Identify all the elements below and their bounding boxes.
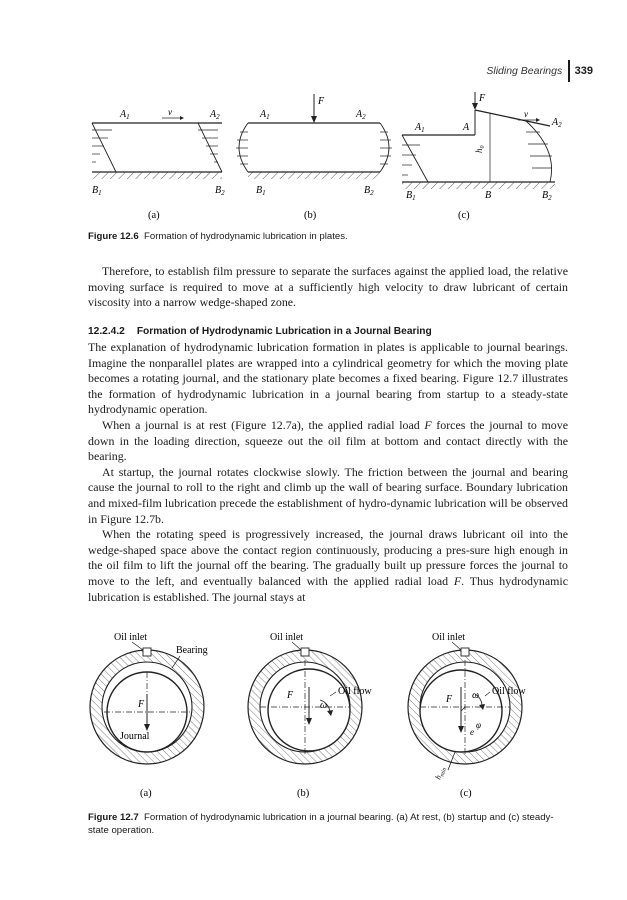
- figure-12-6-caption: [88, 230, 568, 243]
- fig-12-6-c-velocity: v: [524, 109, 528, 119]
- figure-12-6: [80, 90, 570, 225]
- svg-text:F: F: [446, 694, 453, 705]
- fig-12-7-c-oil-inlet: Oil inlet: [432, 632, 466, 643]
- fig-12-7-a-oil-inlet: Oil inlet: [114, 632, 148, 643]
- paragraph-5: When the rotating speed is progressively increased, the journal draws lubricant oil into the wedge-shaped space above the contact region continuously, producing a pres-sure high enough in the oil film to lift the journal off the bearing. The gradually built up pressure forces the journal to move to the left, and eventually balanced with the applied radial load F. Thus hydrodynamic lubrication is established. The journal stays at: [88, 527, 568, 604]
- svg-text:F: F: [287, 690, 294, 701]
- header-divider: [568, 60, 569, 82]
- fig-12-6-c: [402, 92, 562, 221]
- fig-12-7-c-label: (c): [460, 788, 472, 799]
- fig-12-7-a: [90, 632, 208, 799]
- fig-12-6-c-load: F: [479, 93, 486, 104]
- svg-text:F: F: [138, 699, 145, 710]
- svg-text:ω: ω: [472, 690, 480, 701]
- paragraph-1: Therefore, to establish film pressure to separate the surfaces against the applied load, the relative moving surface is required to move at a sufficiently high velocity to draw lubricant of certain viscosity into a narrow wedge-shaped zone.: [88, 264, 568, 310]
- fig-12-7-a-bearing: Bearing: [176, 645, 208, 656]
- fig-12-7-b: [248, 632, 372, 799]
- fig-12-6-a-velocity: v: [168, 107, 172, 117]
- fig-12-7-b-oil-inlet: Oil inlet: [270, 632, 304, 643]
- figure-12-7: [80, 632, 570, 802]
- svg-text:A1: $A_1$: [415, 122, 425, 134]
- chapter-title: Sliding Bearings: [486, 65, 563, 77]
- svg-text:B: B: [485, 190, 492, 201]
- fig-12-7-c-oil-flow: Oil flow: [492, 686, 526, 697]
- caption-text: Formation of hydrodynamic lubrication in plates.: [144, 231, 348, 242]
- body-section: [88, 340, 568, 605]
- fig-12-7-b-label: (b): [297, 788, 310, 799]
- svg-text:hmin: $h_{min}$: [433, 767, 449, 781]
- fig-12-7-a-journal: Journal: [120, 731, 150, 742]
- svg-text:B1: $B_1$: [256, 185, 266, 197]
- svg-text:B2: $B_2$: [364, 185, 374, 197]
- page-number: 339: [574, 65, 593, 77]
- caption-text: Formation of hydrodynamic lubrication in a journal bearing. (a) At rest, (b) startup and (c) steady-state operation.: [88, 812, 554, 836]
- svg-text:B1: $B_1$: [92, 185, 102, 197]
- svg-text:A2: $A_2$: [552, 117, 562, 129]
- svg-text:A2: $A_2$: [210, 109, 220, 121]
- svg-text:A1: $A_1$: [120, 109, 130, 121]
- svg-text:B2: $B_2$: [215, 185, 225, 197]
- figure-12-7-caption: [88, 811, 568, 837]
- fig-12-7-c: [408, 632, 526, 799]
- svg-text:φ: φ: [476, 720, 481, 730]
- svg-text:B2: $B_2$: [542, 190, 552, 202]
- fig-12-7-a-label: (a): [140, 788, 152, 799]
- svg-text:e: e: [470, 727, 474, 737]
- caption-label: Figure 12.6: [88, 231, 139, 242]
- svg-text:A2: $A_2$: [356, 109, 366, 121]
- paragraph-4: At startup, the journal rotates clockwise slowly. The friction between the journal and bearing cause the journal to roll to the right and climb up the wall of bearing surface. Boundary lubrication and mixed-film lubrication precede the establishment of hydro-dynamic lubrication will be observed in Figure 12.7b.: [88, 464, 568, 526]
- svg-text:B1: $B_1$: [406, 190, 416, 202]
- svg-text:A1: $A_1$: [260, 109, 270, 121]
- section-number: 12.2.4.2: [88, 326, 125, 337]
- section-title: Formation of Hydrodynamic Lubrication in a Journal Bearing: [136, 326, 432, 337]
- running-header: [486, 62, 593, 80]
- fig-12-6-a-label: (a): [148, 210, 160, 221]
- paragraph-2: The explanation of hydrodynamic lubrication formation in plates is applicable to journal bearings. Imagine the nonparallel plates are wrapped into a cylindrical geometry for which the moving plate becomes a rotating journal, and the stationary plate becomes a fixed bearing. Figure 12.7 illustrates the formation of hydrodynamic lubrication in a journal bearing from startup to a steady-state hydrodynamic operation.: [88, 340, 568, 417]
- paragraph-3: When a journal is at rest (Figure 12.7a), the applied radial load F forces the journal to move down in the loading direction, squeeze out the oil film at bottom and contact directly with the bearing.: [88, 417, 568, 464]
- caption-label: Figure 12.7: [88, 812, 139, 823]
- svg-text:A: A: [463, 122, 470, 133]
- section-heading: [88, 326, 568, 337]
- fig-12-6-b-label: (b): [304, 210, 317, 221]
- fig-12-6-c-label: (c): [458, 210, 470, 221]
- fig-12-7-b-oil-flow: Oil flow: [338, 686, 372, 697]
- svg-text:h0: $h_0$: [474, 145, 486, 153]
- fig-12-6-b-load: F: [318, 96, 325, 107]
- fig-12-6-b: [236, 94, 392, 221]
- fig-12-6-a: [92, 107, 225, 221]
- svg-text:ω: ω: [320, 700, 328, 711]
